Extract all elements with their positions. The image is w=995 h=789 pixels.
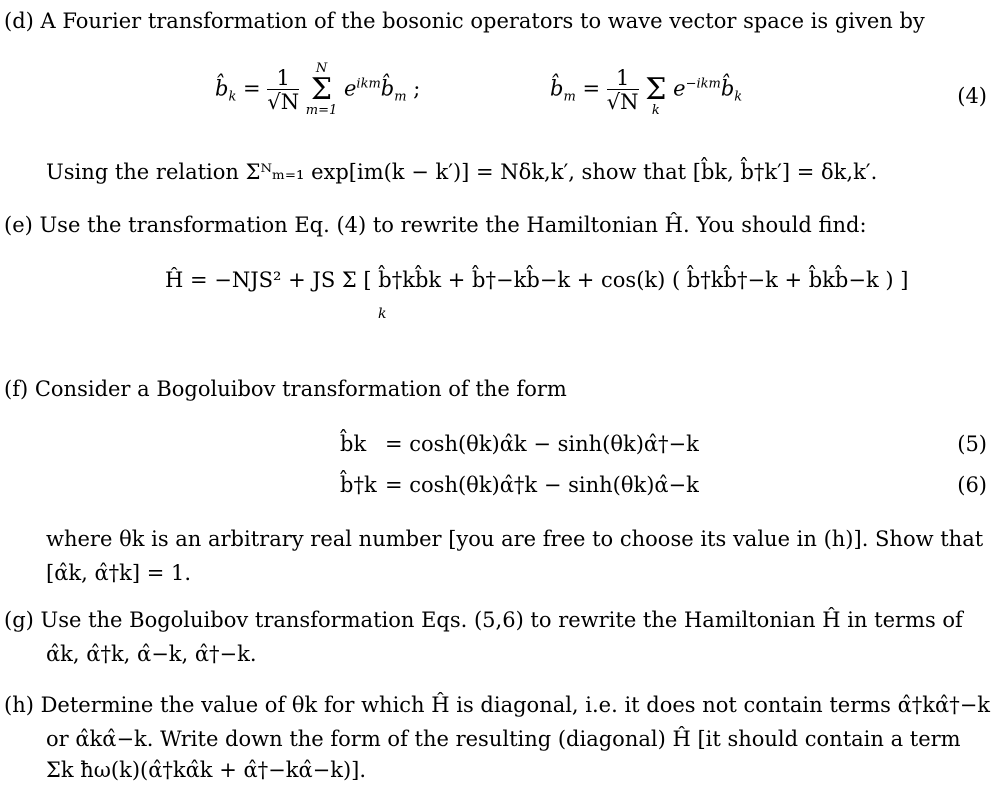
equation-number-5: (5) (957, 432, 987, 456)
fraction-numerator: 1 (607, 67, 639, 90)
eq-right-lhs-sub: m (563, 89, 576, 105)
eq-right-equals: = (582, 76, 601, 101)
eq6-rhs: = cosh(θk)α̂†k − sinh(θk)α̂−k (385, 473, 699, 497)
eq-separator: ; (413, 76, 421, 101)
equation-number-4: (4) (957, 84, 987, 108)
part-e-text: (e) Use the transformation Eq. (4) to rewrite the Hamiltonian Ĥ. You should find: (4, 213, 867, 237)
sum-lower: k (651, 103, 660, 118)
exp-base: e (343, 76, 357, 101)
part-h-line2: or α̂kα̂−k. Write down the form of the resulting (diagonal) Ĥ [it should contain a term (46, 727, 961, 751)
eq-left-equals: = (243, 76, 261, 101)
part-f-where-line1: where θk is an arbitrary real number [you are free to choose its value in (h)]. Show that (46, 527, 984, 551)
exp-power: ikm (356, 76, 381, 92)
eq5-lhs: b̂k (340, 432, 367, 456)
hamiltonian-equation: Ĥ = −NJS² + JS Σ [ b̂†kb̂k + b̂†−kb̂−k + cos(k) ( b̂†kb̂†−k + b̂kb̂−k ) ] (165, 268, 909, 292)
eq-left-tail-sub: m (394, 89, 407, 105)
fraction-denominator: √N (606, 89, 639, 114)
eq-right-tail-sub: k (734, 89, 743, 105)
sum-symbol: N Σ m=1 (305, 61, 338, 118)
fourier-equation-right (550, 62, 742, 118)
part-f-where-line2: [α̂k, α̂†k] = 1. (46, 561, 192, 585)
eq-left-lhs: b̂ (215, 76, 229, 101)
exp-base: e (673, 76, 686, 101)
eq-right-lhs: b̂ (550, 76, 564, 101)
equation-number-6: (6) (957, 473, 987, 497)
part-g-line2: α̂k, α̂†k, α̂−k, α̂†−k. (46, 642, 257, 666)
sum-symbol: Σ k (645, 72, 667, 118)
part-h-line1: (h) Determine the value of θk for which Ĥ is diagonal, i.e. it does not contain terms α̂†kα̂†−k (4, 693, 991, 717)
eq5-rhs: = cosh(θk)α̂k − sinh(θk)α̂†−k (385, 432, 699, 456)
sum-lower: m=1 (305, 103, 338, 118)
eq-left-lhs-sub: k (228, 89, 237, 105)
part-d-relation: Using the relation Σᴺₘ₌₁ exp[im(k − k′)] = Nδk,k′, show that [b̂k, b̂†k′] = δk,k′. (46, 160, 878, 184)
fraction-numerator: 1 (267, 67, 299, 90)
eq6-lhs: b̂†k (340, 473, 377, 497)
exp-power: −ikm (685, 76, 721, 92)
part-f-text: (f) Consider a Bogoluibov transformation of the form (4, 377, 567, 401)
sum-upper: N (315, 61, 328, 76)
part-h-line3: Σk ħω(k)(α̂†kα̂k + α̂†−kα̂−k)]. (46, 758, 367, 782)
eq-left-fraction (267, 67, 299, 114)
eq-right-tail: b̂ (720, 76, 735, 101)
eq-left-tail: b̂ (380, 76, 395, 101)
fraction-denominator: √N (267, 89, 300, 114)
hamiltonian-sum-sub: k (378, 306, 387, 322)
part-g-line1: (g) Use the Bogoluibov transformation Eqs. (5,6) to rewrite the Hamiltonian Ĥ in terms of (4, 608, 963, 632)
fourier-equation-left (215, 62, 420, 118)
eq-right-fraction (607, 67, 639, 114)
part-d-text: (d) A Fourier transformation of the bosonic operators to wave vector space is given by (4, 9, 925, 33)
